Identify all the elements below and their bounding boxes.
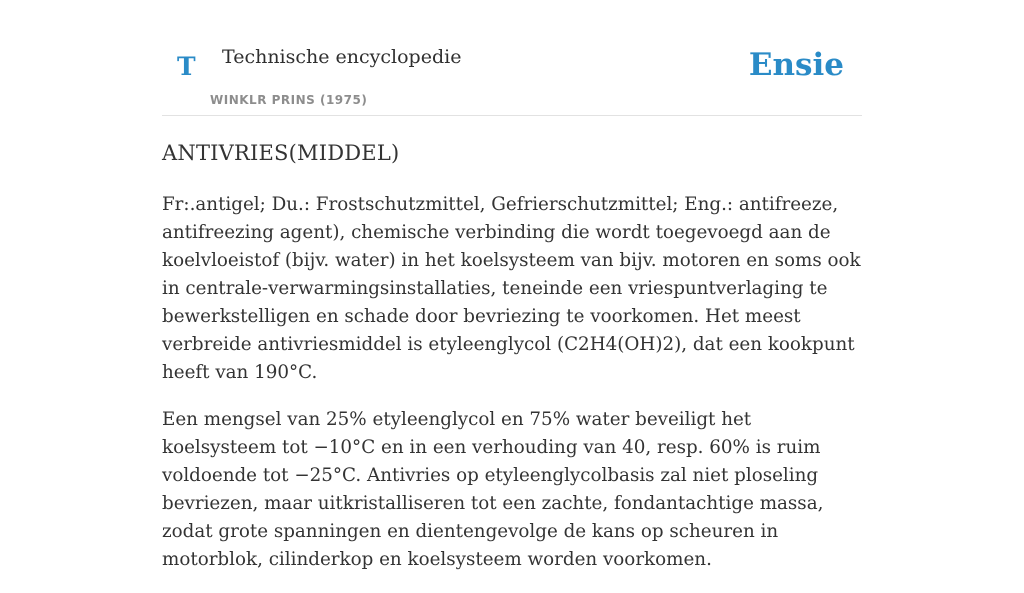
book-logo[interactable]: T [177,52,196,81]
brand-logo[interactable]: Ensie [748,47,844,83]
book-title[interactable]: Technische encyclopedie [222,46,462,68]
entry-paragraph: Een mengsel van 25% etyleenglycol en 75% water beveiligt het koelsysteem tot −10°C en in een verhouding van 40, resp. 60% is ruim voldoende tot −25°C. Antivries op etyleenglycolbasis zal niet ploseling bevriezen, maar uitkristalliseren tot een zachte, fondantachtige massa, zodat grote spanningen en dientengevolge de kans op scheuren in motorblok, cilinderkop en koelsysteem worden voorkomen. [162,409,824,570]
entry-card [162,0,862,570]
book-subtitle: WINKLR PRINS (1975) [210,93,368,107]
entry-paragraph: Fr:.antigel; Du.: Frostschutzmittel, Gefrierschutzmittel; Eng.: antifreeze, antifreezing agent), chemische verbinding die wordt toegevoegd aan de koelvloeistof (bijv. water) in het koelsysteem van bijv. motoren en soms ook in centrale-verwarmingsinstallaties, teneinde een vriespuntverlaging te bewerkstelligen en schade door bevriezing te voorkomen. Het meest verbreide antivriesmiddel is etyleenglycol (C2H4(OH)2), dat een kookpunt heeft van 190°C. [162,194,861,383]
entry-title: ANTIVRIES(MIDDEL) [162,141,400,165]
entry-body [162,191,862,593]
book-header [162,0,862,116]
